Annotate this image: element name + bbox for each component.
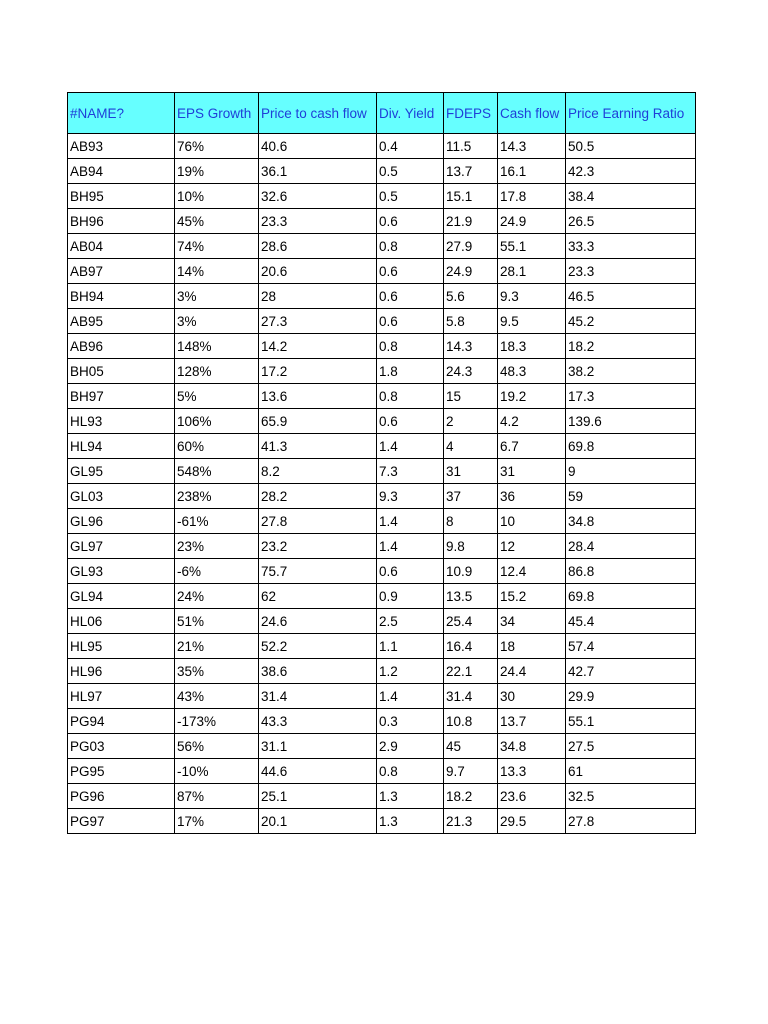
table-cell-fdeps: 9.7 <box>444 759 498 784</box>
table-row <box>68 334 696 359</box>
table-cell-eps-growth: 35% <box>175 659 259 684</box>
table-cell-cash-flow: 29.5 <box>498 809 566 834</box>
table-cell-div-yield: 1.4 <box>377 684 444 709</box>
table-cell-price-to-cash-flow: 28.2 <box>259 484 377 509</box>
table-cell-fdeps: 5.6 <box>444 284 498 309</box>
table-cell-div-yield: 0.6 <box>377 259 444 284</box>
table-cell-eps-growth: 238% <box>175 484 259 509</box>
table-cell-cash-flow: 10 <box>498 509 566 534</box>
table-cell-div-yield: 1.4 <box>377 509 444 534</box>
table-cell-price-earning-ratio: 50.5 <box>566 134 696 159</box>
table-cell-price-to-cash-flow: 41.3 <box>259 434 377 459</box>
table-cell-cash-flow: 6.7 <box>498 434 566 459</box>
table-cell-div-yield: 0.5 <box>377 159 444 184</box>
table-cell-fdeps: 13.7 <box>444 159 498 184</box>
table-cell-price-earning-ratio: 38.4 <box>566 184 696 209</box>
table-row <box>68 384 696 409</box>
table-row <box>68 584 696 609</box>
table-cell-price-earning-ratio: 18.2 <box>566 334 696 359</box>
header-cell-fdeps: FDEPS <box>444 93 498 134</box>
table-cell-price-earning-ratio: 23.3 <box>566 259 696 284</box>
table-cell-price-to-cash-flow: 17.2 <box>259 359 377 384</box>
table-cell-name: AB93 <box>68 134 175 159</box>
table-cell-name: BH95 <box>68 184 175 209</box>
table-cell-price-to-cash-flow: 43.3 <box>259 709 377 734</box>
table-row <box>68 684 696 709</box>
table-cell-eps-growth: 74% <box>175 234 259 259</box>
table-cell-price-to-cash-flow: 23.3 <box>259 209 377 234</box>
table-cell-name: BH94 <box>68 284 175 309</box>
table-cell-cash-flow: 24.9 <box>498 209 566 234</box>
table-row <box>68 284 696 309</box>
table-cell-price-earning-ratio: 17.3 <box>566 384 696 409</box>
table-cell-price-earning-ratio: 26.5 <box>566 209 696 234</box>
header-cell-eps-growth: EPS Growth <box>175 93 259 134</box>
table-cell-name: HL06 <box>68 609 175 634</box>
table-cell-div-yield: 0.6 <box>377 284 444 309</box>
table-cell-cash-flow: 18.3 <box>498 334 566 359</box>
table-cell-name: GL95 <box>68 459 175 484</box>
table-cell-name: PG97 <box>68 809 175 834</box>
table-cell-fdeps: 22.1 <box>444 659 498 684</box>
table-cell-cash-flow: 4.2 <box>498 409 566 434</box>
table-row <box>68 434 696 459</box>
table-cell-div-yield: 0.4 <box>377 134 444 159</box>
table-cell-cash-flow: 9.3 <box>498 284 566 309</box>
table-cell-price-to-cash-flow: 27.8 <box>259 509 377 534</box>
table-row <box>68 759 696 784</box>
table-cell-price-earning-ratio: 139.6 <box>566 409 696 434</box>
data-table <box>67 92 696 834</box>
table-row <box>68 534 696 559</box>
table-cell-name: AB94 <box>68 159 175 184</box>
table-cell-price-earning-ratio: 69.8 <box>566 584 696 609</box>
table-cell-eps-growth: 17% <box>175 809 259 834</box>
header-cell-price-earning-ratio: Price Earning Ratio <box>566 93 696 134</box>
table-cell-price-to-cash-flow: 32.6 <box>259 184 377 209</box>
table-cell-price-to-cash-flow: 25.1 <box>259 784 377 809</box>
table-cell-cash-flow: 16.1 <box>498 159 566 184</box>
table-cell-fdeps: 18.2 <box>444 784 498 809</box>
table-cell-cash-flow: 30 <box>498 684 566 709</box>
table-cell-cash-flow: 55.1 <box>498 234 566 259</box>
table-row <box>68 809 696 834</box>
table-cell-cash-flow: 24.4 <box>498 659 566 684</box>
table-cell-eps-growth: -173% <box>175 709 259 734</box>
table-cell-price-to-cash-flow: 36.1 <box>259 159 377 184</box>
table-row <box>68 709 696 734</box>
table-cell-name: PG94 <box>68 709 175 734</box>
table-cell-name: HL94 <box>68 434 175 459</box>
table-cell-name: HL97 <box>68 684 175 709</box>
table-cell-price-earning-ratio: 27.5 <box>566 734 696 759</box>
table-row <box>68 209 696 234</box>
table-cell-name: GL97 <box>68 534 175 559</box>
table-cell-cash-flow: 19.2 <box>498 384 566 409</box>
table-row <box>68 459 696 484</box>
table-cell-eps-growth: 106% <box>175 409 259 434</box>
table-cell-price-to-cash-flow: 44.6 <box>259 759 377 784</box>
header-cell-name: #NAME? <box>68 93 175 134</box>
table-cell-price-earning-ratio: 9 <box>566 459 696 484</box>
table-cell-fdeps: 45 <box>444 734 498 759</box>
table-cell-name: HL95 <box>68 634 175 659</box>
table-cell-name: AB96 <box>68 334 175 359</box>
table-cell-name: BH05 <box>68 359 175 384</box>
table-cell-fdeps: 5.8 <box>444 309 498 334</box>
table-cell-price-earning-ratio: 29.9 <box>566 684 696 709</box>
table-cell-eps-growth: 21% <box>175 634 259 659</box>
table-cell-div-yield: 0.8 <box>377 384 444 409</box>
table-cell-div-yield: 9.3 <box>377 484 444 509</box>
table-cell-eps-growth: -6% <box>175 559 259 584</box>
table-row <box>68 184 696 209</box>
table-cell-cash-flow: 13.3 <box>498 759 566 784</box>
table-cell-name: AB04 <box>68 234 175 259</box>
table-cell-div-yield: 0.6 <box>377 409 444 434</box>
table-cell-eps-growth: 56% <box>175 734 259 759</box>
header-cell-div-yield: Div. Yield <box>377 93 444 134</box>
table-cell-price-to-cash-flow: 27.3 <box>259 309 377 334</box>
table-cell-cash-flow: 14.3 <box>498 134 566 159</box>
table-cell-cash-flow: 36 <box>498 484 566 509</box>
table-row <box>68 509 696 534</box>
table-cell-div-yield: 1.4 <box>377 534 444 559</box>
table-cell-cash-flow: 34 <box>498 609 566 634</box>
table-cell-price-to-cash-flow: 52.2 <box>259 634 377 659</box>
table-cell-fdeps: 31 <box>444 459 498 484</box>
table-row <box>68 159 696 184</box>
table-cell-cash-flow: 12.4 <box>498 559 566 584</box>
table-cell-eps-growth: -10% <box>175 759 259 784</box>
table-cell-fdeps: 14.3 <box>444 334 498 359</box>
table-cell-name: AB95 <box>68 309 175 334</box>
table-cell-fdeps: 15.1 <box>444 184 498 209</box>
table-cell-name: PG95 <box>68 759 175 784</box>
table-cell-fdeps: 11.5 <box>444 134 498 159</box>
table-cell-div-yield: 0.6 <box>377 309 444 334</box>
table-row <box>68 259 696 284</box>
table-cell-eps-growth: 3% <box>175 309 259 334</box>
table-cell-div-yield: 2.9 <box>377 734 444 759</box>
table-cell-fdeps: 16.4 <box>444 634 498 659</box>
table-cell-name: GL96 <box>68 509 175 534</box>
table-cell-eps-growth: 19% <box>175 159 259 184</box>
table-cell-fdeps: 21.9 <box>444 209 498 234</box>
table-cell-price-earning-ratio: 38.2 <box>566 359 696 384</box>
header-cell-cash-flow: Cash flow <box>498 93 566 134</box>
table-cell-price-to-cash-flow: 24.6 <box>259 609 377 634</box>
table-cell-price-to-cash-flow: 31.4 <box>259 684 377 709</box>
table-cell-div-yield: 0.8 <box>377 334 444 359</box>
table-cell-price-to-cash-flow: 13.6 <box>259 384 377 409</box>
table-cell-name: HL93 <box>68 409 175 434</box>
table-cell-eps-growth: 5% <box>175 384 259 409</box>
table-cell-price-earning-ratio: 45.2 <box>566 309 696 334</box>
table-cell-cash-flow: 17.8 <box>498 184 566 209</box>
table-cell-name: GL93 <box>68 559 175 584</box>
table-cell-div-yield: 1.4 <box>377 434 444 459</box>
table-cell-cash-flow: 15.2 <box>498 584 566 609</box>
table-cell-div-yield: 0.5 <box>377 184 444 209</box>
table-cell-eps-growth: 3% <box>175 284 259 309</box>
table-cell-price-earning-ratio: 27.8 <box>566 809 696 834</box>
table-cell-cash-flow: 34.8 <box>498 734 566 759</box>
table-cell-name: HL96 <box>68 659 175 684</box>
table-cell-fdeps: 4 <box>444 434 498 459</box>
table-body <box>68 134 696 834</box>
table-cell-price-earning-ratio: 33.3 <box>566 234 696 259</box>
table-cell-name: PG03 <box>68 734 175 759</box>
table-cell-eps-growth: 60% <box>175 434 259 459</box>
table-cell-price-to-cash-flow: 20.6 <box>259 259 377 284</box>
table-cell-price-earning-ratio: 34.8 <box>566 509 696 534</box>
table-cell-price-to-cash-flow: 14.2 <box>259 334 377 359</box>
table-cell-name: PG96 <box>68 784 175 809</box>
table-cell-price-to-cash-flow: 28 <box>259 284 377 309</box>
table-cell-price-to-cash-flow: 31.1 <box>259 734 377 759</box>
table-cell-price-to-cash-flow: 62 <box>259 584 377 609</box>
table-cell-eps-growth: 14% <box>175 259 259 284</box>
table-cell-eps-growth: 24% <box>175 584 259 609</box>
table-row <box>68 409 696 434</box>
table-cell-fdeps: 24.3 <box>444 359 498 384</box>
table-cell-eps-growth: 128% <box>175 359 259 384</box>
table-cell-price-earning-ratio: 45.4 <box>566 609 696 634</box>
table-cell-price-to-cash-flow: 75.7 <box>259 559 377 584</box>
table-cell-fdeps: 8 <box>444 509 498 534</box>
table-cell-fdeps: 31.4 <box>444 684 498 709</box>
table-cell-price-earning-ratio: 86.8 <box>566 559 696 584</box>
table-row <box>68 134 696 159</box>
table-cell-price-earning-ratio: 59 <box>566 484 696 509</box>
table-cell-eps-growth: 23% <box>175 534 259 559</box>
table-cell-price-earning-ratio: 42.7 <box>566 659 696 684</box>
table-cell-name: GL94 <box>68 584 175 609</box>
table-cell-fdeps: 9.8 <box>444 534 498 559</box>
table-cell-fdeps: 10.9 <box>444 559 498 584</box>
table-cell-eps-growth: 51% <box>175 609 259 634</box>
table-cell-cash-flow: 31 <box>498 459 566 484</box>
table-cell-fdeps: 27.9 <box>444 234 498 259</box>
table-cell-price-to-cash-flow: 65.9 <box>259 409 377 434</box>
table-cell-price-earning-ratio: 61 <box>566 759 696 784</box>
table-cell-cash-flow: 12 <box>498 534 566 559</box>
header-row <box>68 93 696 134</box>
table-cell-name: BH96 <box>68 209 175 234</box>
table-row <box>68 609 696 634</box>
table-cell-cash-flow: 48.3 <box>498 359 566 384</box>
table-cell-price-to-cash-flow: 40.6 <box>259 134 377 159</box>
table-cell-eps-growth: 87% <box>175 784 259 809</box>
table-cell-div-yield: 0.6 <box>377 209 444 234</box>
header-cell-price-to-cash-flow: Price to cash flow <box>259 93 377 134</box>
table-cell-eps-growth: 43% <box>175 684 259 709</box>
table-cell-price-earning-ratio: 57.4 <box>566 634 696 659</box>
table-cell-price-to-cash-flow: 20.1 <box>259 809 377 834</box>
table-cell-cash-flow: 28.1 <box>498 259 566 284</box>
table-cell-div-yield: 0.3 <box>377 709 444 734</box>
table-cell-price-earning-ratio: 55.1 <box>566 709 696 734</box>
table-cell-cash-flow: 13.7 <box>498 709 566 734</box>
table-cell-fdeps: 15 <box>444 384 498 409</box>
table-cell-price-to-cash-flow: 38.6 <box>259 659 377 684</box>
table-cell-fdeps: 10.8 <box>444 709 498 734</box>
table-cell-fdeps: 37 <box>444 484 498 509</box>
table-cell-price-earning-ratio: 42.3 <box>566 159 696 184</box>
table-row <box>68 234 696 259</box>
table-cell-div-yield: 0.8 <box>377 234 444 259</box>
table-cell-cash-flow: 9.5 <box>498 309 566 334</box>
table-cell-price-to-cash-flow: 23.2 <box>259 534 377 559</box>
table-cell-name: BH97 <box>68 384 175 409</box>
table-cell-fdeps: 13.5 <box>444 584 498 609</box>
table-cell-name: AB97 <box>68 259 175 284</box>
table-cell-eps-growth: -61% <box>175 509 259 534</box>
table-cell-eps-growth: 148% <box>175 334 259 359</box>
table-cell-eps-growth: 45% <box>175 209 259 234</box>
table-cell-price-to-cash-flow: 8.2 <box>259 459 377 484</box>
table-cell-div-yield: 0.9 <box>377 584 444 609</box>
table-cell-name: GL03 <box>68 484 175 509</box>
table-row <box>68 309 696 334</box>
table-cell-div-yield: 7.3 <box>377 459 444 484</box>
table-row <box>68 359 696 384</box>
table-cell-div-yield: 1.8 <box>377 359 444 384</box>
table-cell-div-yield: 1.3 <box>377 809 444 834</box>
table-cell-div-yield: 1.2 <box>377 659 444 684</box>
table-cell-fdeps: 21.3 <box>444 809 498 834</box>
table-row <box>68 784 696 809</box>
table-row <box>68 559 696 584</box>
table-cell-price-earning-ratio: 32.5 <box>566 784 696 809</box>
table-cell-price-earning-ratio: 46.5 <box>566 284 696 309</box>
table-cell-div-yield: 0.8 <box>377 759 444 784</box>
table-cell-div-yield: 2.5 <box>377 609 444 634</box>
table-cell-div-yield: 1.1 <box>377 634 444 659</box>
table-row <box>68 734 696 759</box>
table-cell-div-yield: 0.6 <box>377 559 444 584</box>
table-cell-price-earning-ratio: 28.4 <box>566 534 696 559</box>
table-cell-eps-growth: 10% <box>175 184 259 209</box>
table-cell-eps-growth: 548% <box>175 459 259 484</box>
table-cell-eps-growth: 76% <box>175 134 259 159</box>
table-cell-price-earning-ratio: 69.8 <box>566 434 696 459</box>
table-row <box>68 634 696 659</box>
table-cell-price-to-cash-flow: 28.6 <box>259 234 377 259</box>
table-cell-fdeps: 24.9 <box>444 259 498 284</box>
table-cell-fdeps: 2 <box>444 409 498 434</box>
table-cell-div-yield: 1.3 <box>377 784 444 809</box>
table-cell-fdeps: 25.4 <box>444 609 498 634</box>
table-cell-cash-flow: 18 <box>498 634 566 659</box>
table-cell-cash-flow: 23.6 <box>498 784 566 809</box>
table-row <box>68 484 696 509</box>
table-row <box>68 659 696 684</box>
